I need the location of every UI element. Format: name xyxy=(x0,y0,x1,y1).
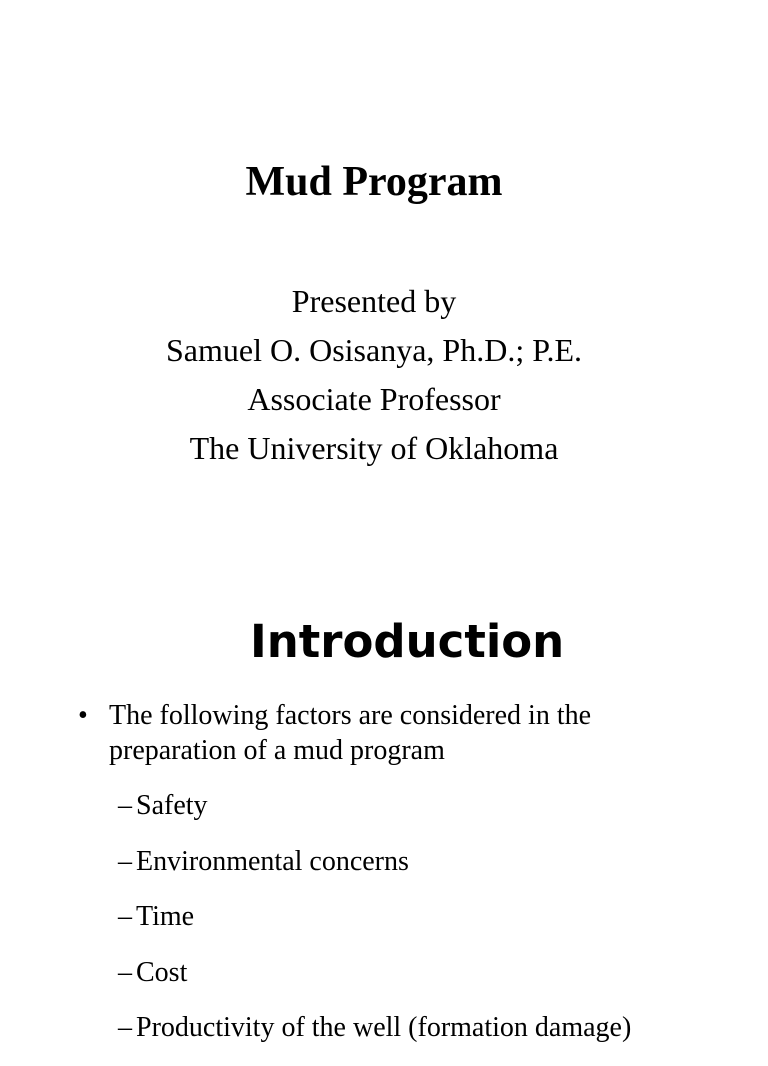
slide-heading: Introduction xyxy=(250,615,565,668)
dash-marker: – xyxy=(118,845,132,877)
bullet-marker: • xyxy=(78,700,88,731)
dash-marker: – xyxy=(118,790,132,821)
presenter-line-intro: Presented by xyxy=(291,283,457,319)
list-item xyxy=(118,955,631,1011)
introduction-slide xyxy=(0,560,768,1043)
sub-item-text: Environmental concerns xyxy=(136,845,409,877)
list-item xyxy=(118,1010,631,1066)
dash-marker: – xyxy=(118,956,132,988)
sub-bullet-list xyxy=(118,788,631,1066)
list-item xyxy=(118,788,631,844)
presenter-institution: The University of Oklahoma xyxy=(189,430,559,466)
dash-marker: – xyxy=(118,901,132,932)
list-item xyxy=(118,899,631,955)
sub-item-text: Productivity of the well (formation damage) xyxy=(136,1012,632,1043)
sub-item-text: Safety xyxy=(136,790,208,821)
slide-title: Mud Program xyxy=(245,159,503,205)
presenter-info xyxy=(0,277,748,473)
presenter-position: Associate Professor xyxy=(247,381,501,417)
bullet-text: The following factors are considered in the preparation of a mud program xyxy=(109,700,592,766)
dash-marker: – xyxy=(118,1012,132,1043)
presenter-name: Samuel O. Osisanya, Ph.D.; P.E. xyxy=(166,332,582,368)
list-item xyxy=(118,844,631,900)
sub-item-text: Cost xyxy=(136,956,188,988)
sub-item-text: Time xyxy=(136,901,195,932)
